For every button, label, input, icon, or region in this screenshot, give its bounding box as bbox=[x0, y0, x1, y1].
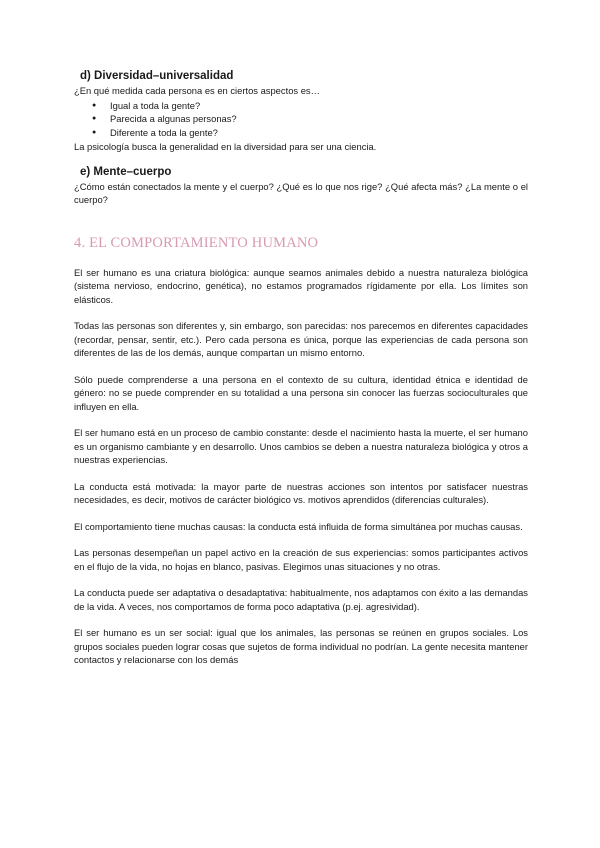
subsection-e bbox=[74, 166, 528, 207]
subsection-d-bullets bbox=[92, 99, 528, 140]
paragraph: Sólo puede comprenderse a una persona en el contexto de su cultura, identidad étnica e identidad de género: no se puede comprender en su totalidad a una persona sin conocer las fuerzas socioculturales que influyen en ella. bbox=[74, 373, 528, 412]
bullet-item: ● Parecida a algunas personas? bbox=[92, 112, 528, 126]
subsection-e-title: e) Mente–cuerpo bbox=[80, 165, 172, 178]
paragraph: La conducta está motivada: la mayor parte de nuestras acciones son intentos por satisfacer nuestras necesidades, es decir, motivos de carácter biológico vs. motivos aprendidos (diferencias culturales). bbox=[74, 480, 528, 505]
paragraph: El ser humano es un ser social: igual que los animales, las personas se reúnen en grupos sociales. Los grupos sociales pueden lograr cosas que sujetos de forma individual no podrían. La gente necesita mantener contactos y relacionarse con los demás bbox=[74, 627, 528, 665]
document-page bbox=[74, 70, 528, 680]
paragraph: La conducta puede ser adaptativa o desadaptativa: habitualmente, nos adaptamos con éxito a las demandas de la vida. A veces, nos comportamos de forma poco adaptativa (p.ej. agresividad). bbox=[74, 587, 528, 612]
subsection-d-title: d) Diversidad–universalidad bbox=[80, 70, 234, 82]
paragraph: Las personas desempeñan un papel activo en la creación de sus experiencias: somos participantes activos en el flujo de la vida, no hojas en blanco, pasivas. Elegimos unas situaciones y no otras. bbox=[74, 547, 528, 572]
subsection-d-note: La psicología busca la generalidad en la diversidad para ser una ciencia. bbox=[74, 141, 377, 152]
subsection-e-question: ¿Cómo están conectados la mente y el cuerpo? ¿Qué es lo que nos rige? ¿Qué afecta más? ¿La mente o el cuerpo? bbox=[74, 180, 528, 205]
subsection-d bbox=[74, 70, 528, 154]
bullet-item: ● Igual a toda la gente? bbox=[92, 99, 528, 113]
bullet-item: ● Diferente a toda la gente? bbox=[92, 126, 528, 140]
paragraph: El ser humano es una criatura biológica: aunque seamos animales debido a nuestra naturaleza biológica (sistema nervioso, endocrino, genética), no estamos programados rígidamente por ella. Los límites son elásticos. bbox=[74, 266, 528, 305]
paragraph: El ser humano está en un proceso de cambio constante: desde el nacimiento hasta la muerte, el ser humano es un organismo cambiante y en desarrollo. Unos cambios se deben a nuestra naturaleza biológica y otros a nuestras experiencias. bbox=[74, 427, 528, 465]
subsection-d-question: ¿En qué medida cada persona es en ciertos aspectos es… bbox=[74, 85, 320, 96]
section-title: 4. EL COMPORTAMIENTO HUMANO bbox=[74, 234, 319, 251]
paragraph: El comportamiento tiene muchas causas: la conducta está influida de forma simultánea por muchas causas. bbox=[74, 520, 523, 532]
paragraph: Todas las personas son diferentes y, sin embargo, son parecidas: nos parecemos en diferentes capacidades (recordar, pensar, sentir, etc.). Pero cada persona es única, porque las experiencias de cada persona son diferentes de las de los demás, aunque compartan un mismo entorno. bbox=[74, 320, 528, 358]
section-4 bbox=[74, 235, 528, 667]
